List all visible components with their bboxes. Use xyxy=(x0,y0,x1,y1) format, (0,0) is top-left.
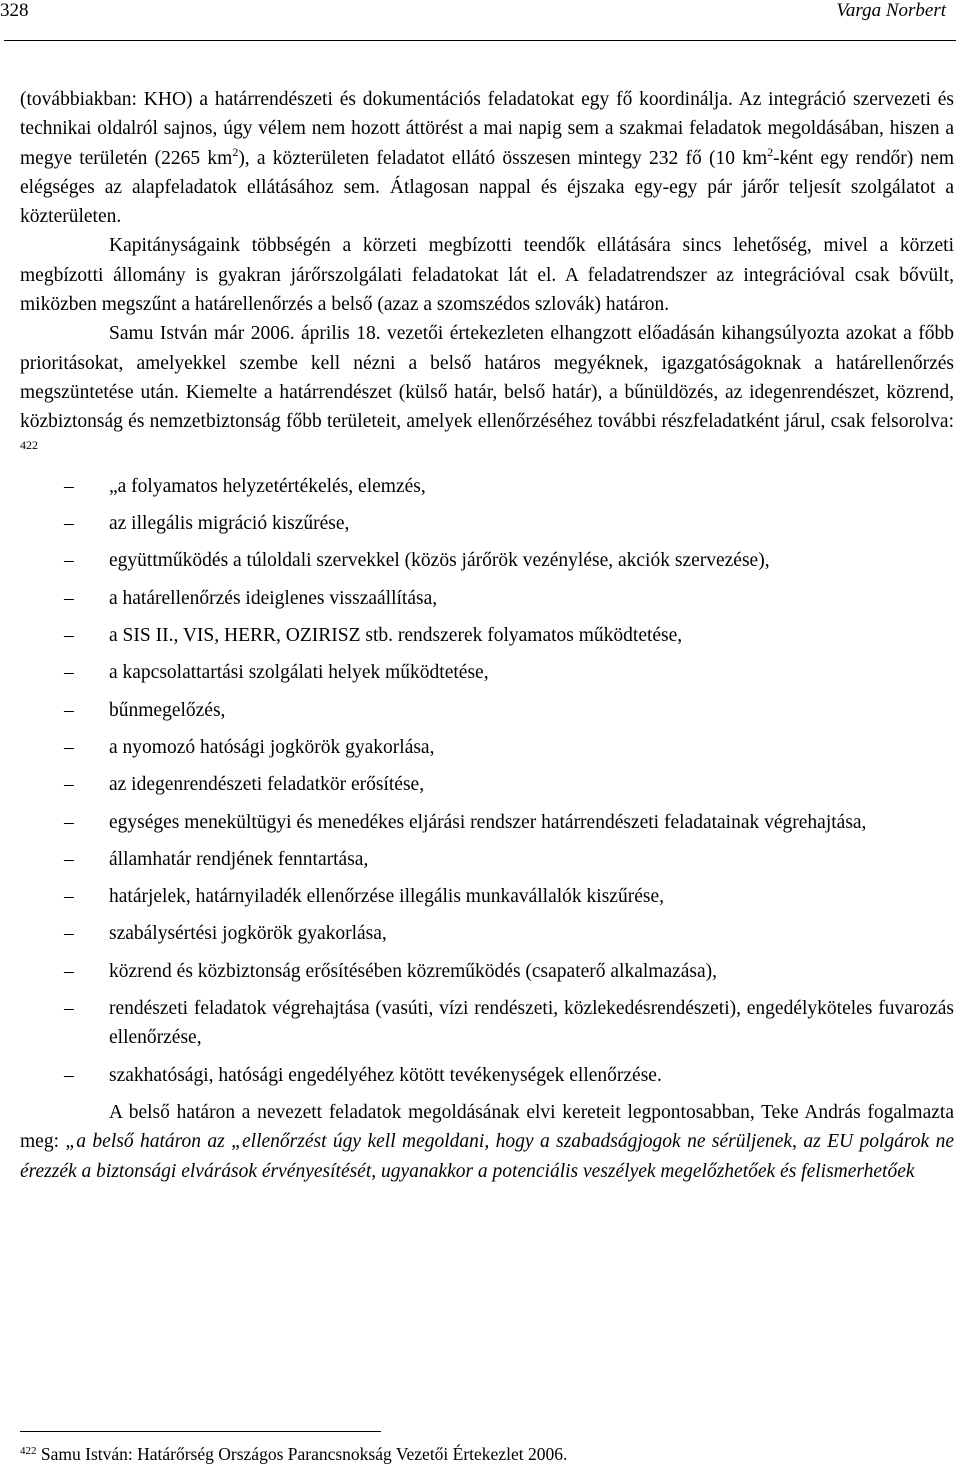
paragraph-2: Kapitányságaink többségén a körzeti megbízotti teendők ellátására sincs lehetőség, mivel a körzeti megbízotti állomány is gyakran járőrszolgálati feladatokat lát el. A feladatrendszer az integrációval csak bővült, miközben megszűnt a határellenőrzés a belső (azaz a szomszédos szlovák) határon. xyxy=(20,235,954,316)
dash-bullet: – xyxy=(64,550,74,572)
list-item xyxy=(20,808,954,837)
list-item-text: a SIS II., VIS, HERR, OZIRISZ stb. rendszerek folyamatos működtetése, xyxy=(109,625,683,647)
list-item xyxy=(20,584,954,613)
page-number: 328 xyxy=(0,0,29,21)
paragraph-3: Samu István már 2006. április 18. vezetői értekezleten elhangzott előadásán kihangsúlyozta azokat a főbb prioritásokat, amelyekkel szembe kell nézni a belső határos megyéknek, igazgatóságoknak a határellenőrzés megszüntetése után. Kiemelte a határrendészet (külső határ, belső határ), a bűnüldözés, az idegenrendészet, közrend, közbiztonság és nemzetbiztonság főbb területeit, amelyek ellenőrzéséhez további részfeladatként járul, csak felsorolva: $^{422}$ xyxy=(20,323,954,452)
dash-bullet: – xyxy=(64,625,74,647)
dash-bullet: – xyxy=(64,513,74,535)
dash-bullet: – xyxy=(64,662,74,684)
paragraph-4: A belső határon a nevezett feladatok megoldásának elvi kereteit legpontosabban, Teke András fogalmazta meg: „a belső határon az „ellenőrzést úgy kell megoldani, hogy a szabadságjogok ne sérüljenek, az EU polgárok ne érezzék a biztonsági elvárások érvényesítését, ugyanakkor a potenciális veszélyek megelőzhetőek és felismerhetőek xyxy=(20,1101,954,1182)
running-head-author: Varga Norbert xyxy=(836,0,946,21)
list-item xyxy=(20,509,954,538)
dash-bullet: – xyxy=(64,811,74,833)
list-item-text: bűnmegelőzés, xyxy=(109,699,226,721)
list-item xyxy=(20,845,954,874)
dash-bullet: – xyxy=(64,774,74,796)
list-item-text: határjelek, határnyiladék ellenőrzése illegális munkavállalók kiszűrése, xyxy=(109,886,664,908)
list-item-text: együttműködés a túloldali szervekkel (közös járőrök vezénylése, akciók szervezése), xyxy=(109,550,770,572)
footnote-text: Samu István: Határőrség Országos Parancsnokság Vezetői Értekezlet 2006. xyxy=(36,1444,568,1464)
list-item xyxy=(20,957,954,986)
body-text xyxy=(20,85,954,1186)
dash-bullet: – xyxy=(64,923,74,945)
list-item xyxy=(20,696,954,725)
dash-bullet: – xyxy=(64,1064,74,1086)
footnote-reference: 422 xyxy=(20,437,38,452)
dash-bullet: – xyxy=(64,699,74,721)
quotation: „a belső határon az „ellenőrzést úgy kell megoldani, hogy a szabadságjogok ne sérüljenek, az EU polgárok ne érezzék a biztonsági elvárások érvényesítését, ugyanakkor a potenciális veszélyek megelőzhetőek és felismerhetőek xyxy=(20,1131,954,1182)
list-item-text: rendészeti feladatok végrehajtása (vasúti, vízi rendészeti, közlekedésrendészeti), engedélyköteles fuvarozás ellenőrzése, xyxy=(109,998,954,1049)
superscript: 2 xyxy=(232,144,239,159)
dash-bullet: – xyxy=(64,848,74,870)
list-item-text: államhatár rendjének fenntartása, xyxy=(109,848,369,870)
footnote xyxy=(20,1443,567,1465)
list-item-text: az idegenrendészeti feladatkör erősítése, xyxy=(109,774,425,796)
list-item xyxy=(20,770,954,799)
dash-bullet: – xyxy=(64,998,74,1020)
task-list xyxy=(20,472,954,1090)
dash-bullet: – xyxy=(64,587,74,609)
footnote-rule xyxy=(20,1431,381,1432)
list-item xyxy=(20,658,954,687)
list-item-text: szabálysértési jogkörök gyakorlása, xyxy=(109,923,387,945)
list-item-text: a kapcsolattartási szolgálati helyek működtetése, xyxy=(109,662,489,684)
list-item xyxy=(20,546,954,575)
list-item xyxy=(20,733,954,762)
list-item xyxy=(20,1061,954,1090)
dash-bullet: – xyxy=(64,960,74,982)
list-item-text: a nyomozó hatósági jogkörök gyakorlása, xyxy=(109,736,435,758)
dash-bullet: – xyxy=(64,736,74,758)
page-header xyxy=(0,0,960,30)
superscript: 2 xyxy=(767,144,774,159)
list-item xyxy=(20,472,954,501)
list-item xyxy=(20,882,954,911)
dash-bullet: – xyxy=(64,475,74,497)
list-item-text: egységes menekültügyi és menedékes eljárási rendszer határrendészeti feladatainak végrehajtása, xyxy=(109,811,867,833)
list-item-text: „a folyamatos helyzetértékelés, elemzés, xyxy=(109,475,426,497)
header-rule xyxy=(4,40,956,41)
list-item-text: szakhatósági, hatósági engedélyéhez kötött tevékenységek ellenőrzése. xyxy=(109,1064,662,1086)
footnote-number: 422 xyxy=(20,1445,37,1457)
list-item-text: a határellenőrzés ideiglenes visszaállítása, xyxy=(109,587,438,609)
list-item-text: az illegális migráció kiszűrése, xyxy=(109,513,350,535)
list-item xyxy=(20,994,954,1053)
list-item-text: közrend és közbiztonság erősítésében közreműködés (csapaterő alkalmazása), xyxy=(109,960,718,982)
paragraph-1: (továbbiakban: KHO) a határrendészeti és dokumentációs feladatokat egy fő koordinálja. Az integráció szervezeti és technikai oldalról sajnos, úgy vélem nem hozott áttörést a mai napig sem a szakmai feladatok megoldásában, hiszen a megye területén (2265 $km^2$), a közterületen feladatot ellátó összesen mintegy 232 fő (10 $km^2$-ként egy rendőr) nem elégséges az alapfeladatok ellátásához sem. Átlagosan nappal és éjszaka egy-egy pár járőr teljesít szolgálatot a közterületen. xyxy=(20,89,954,228)
list-item xyxy=(20,919,954,948)
list-item xyxy=(20,621,954,650)
dash-bullet: – xyxy=(64,886,74,908)
